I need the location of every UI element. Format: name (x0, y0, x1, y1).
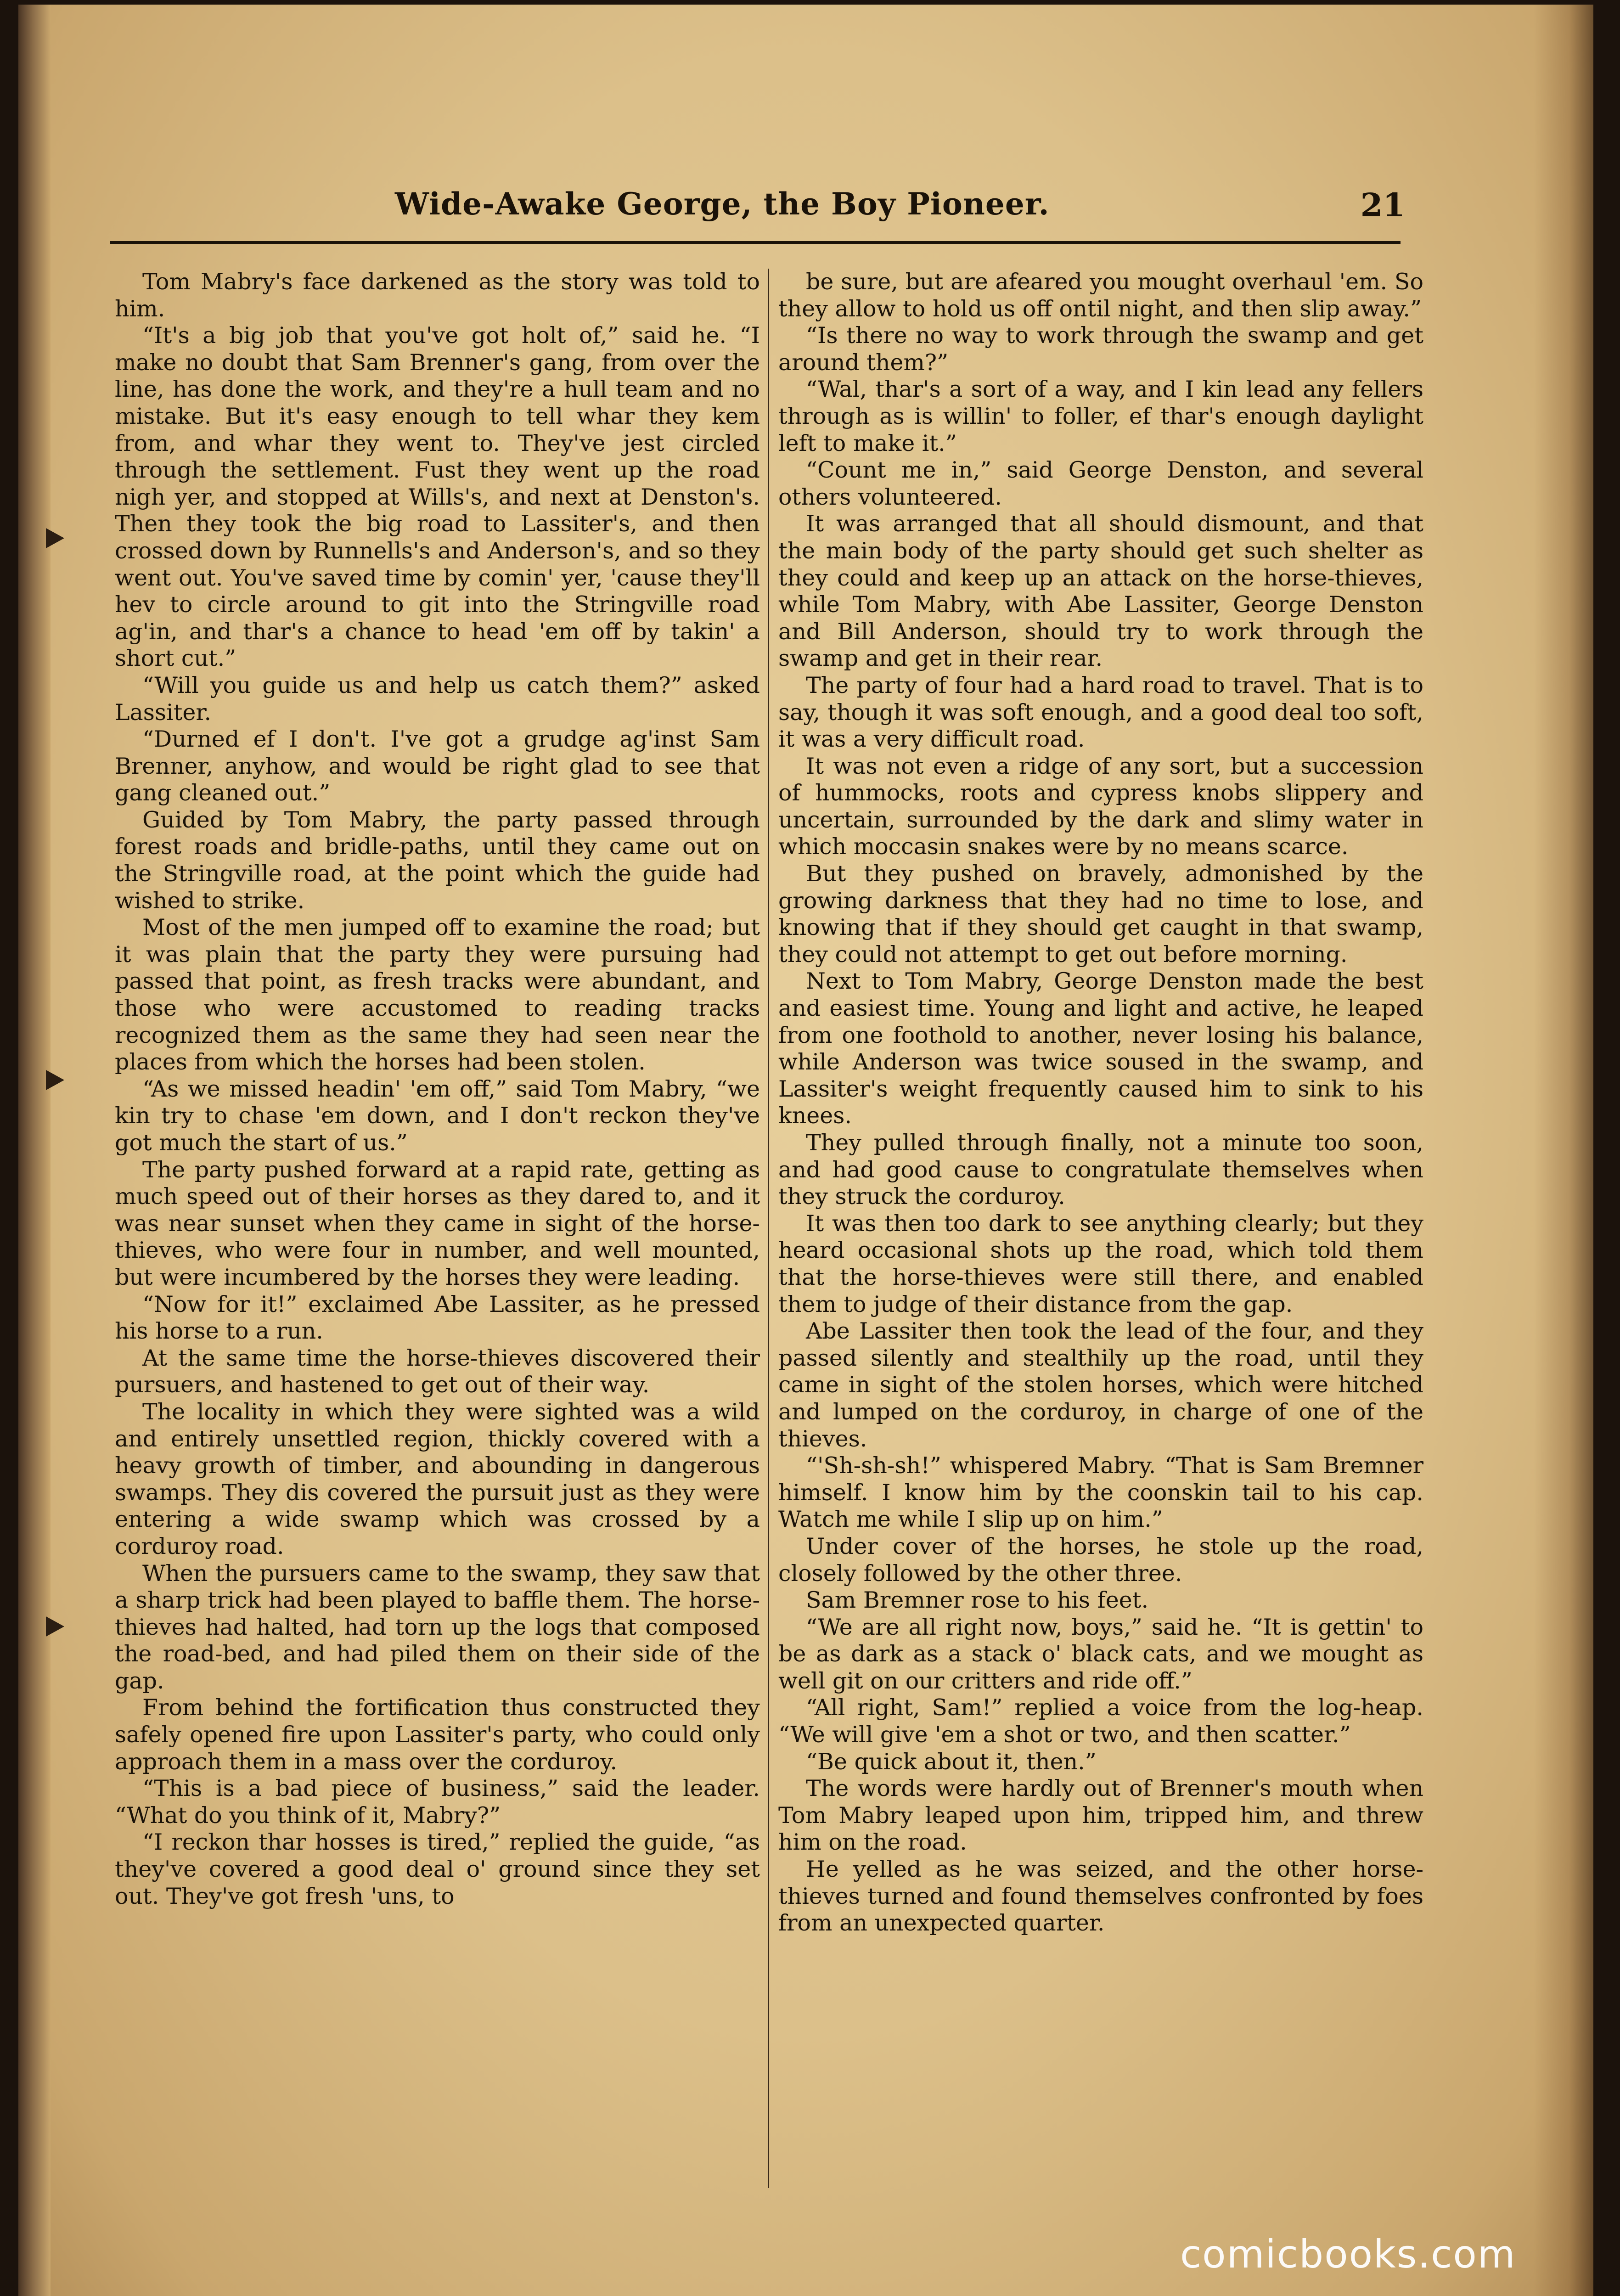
text-column-left (115, 269, 760, 2188)
paragraph: The locality in which they were sighted was a wild and entirely unsettled region, thickly covered with a heavy growth of timber, and abounding in dangerous swamps. They dis covered the pursuit just as they were entering a wide swamp which was crossed by a corduroy road. (115, 1398, 760, 1559)
paragraph: It was then too dark to see anything clearly; but they heard occasional shots up the road, which told them that the horse-thieves were still there, and enabled them to judge of their distance from the gap. (778, 1210, 1423, 1317)
paragraph: “This is a bad piece of business,” said the leader. “What do you think of it, Mabry?” (115, 1775, 760, 1829)
paragraph: “Wal, thar's a sort of a way, and I kin lead any fellers through as is willin' to foller, ef thar's enough daylight left to make it.” (778, 376, 1423, 456)
paragraph: Abe Lassiter then took the lead of the four, and they passed silently and stealthily up the road, until they came in sight of the stolen horses, which were hitched and lumped on the corduroy, in charge of one of the thieves. (778, 1318, 1423, 1452)
paragraph: It was not even a ridge of any sort, but a succession of hummocks, roots and cypress knobs slippery and uncertain, surrounded by the dark and slimy water in which moccasin snakes were by no means scarce. (778, 753, 1423, 860)
paragraph: “We are all right now, boys,” said he. “It is gettin' to be as dark as a stack o' black cats, and we mought as well git on our critters and ride off.” (778, 1614, 1423, 1694)
paragraph: Under cover of the horses, he stole up the road, closely followed by the other three. (778, 1533, 1423, 1587)
paragraph: “Is there no way to work through the swamp and get around them?” (778, 322, 1423, 376)
running-header (119, 186, 1405, 241)
paragraph: Next to Tom Mabry, George Denston made the best and easiest time. Young and light and active, he leaped from one foothold to another, never losing his balance, while Anderson was twice soused in the swamp, and Lassiter's weight frequently caused him to sink to his knees. (778, 968, 1423, 1129)
page-edge-shadow (1534, 5, 1593, 2296)
binding-tack-mark (46, 1070, 64, 1090)
paragraph: When the pursuers came to the swamp, they saw that a sharp trick had been played to baffle them. The horse-thieves had halted, had torn up the logs that composed the road-bed, and had piled them on their side of the gap. (115, 1560, 760, 1694)
page-number: 21 (1360, 186, 1405, 224)
paragraph: The party pushed forward at a rapid rate, getting as much speed out of their horses as they dared to, and it was near sunset when they came in sight of the horse-thieves, who were four in number, and well mounted, but were incumbered by the horses they were leading. (115, 1156, 760, 1290)
binding-tack-mark (46, 528, 64, 548)
paragraph: “All right, Sam!” replied a voice from the log-heap. “We will give 'em a shot or two, and then scatter.” (778, 1694, 1423, 1748)
page-spine-shadow (18, 5, 51, 2296)
column-divider (768, 269, 769, 2188)
paragraph: “It's a big job that you've got holt of,” said he. “I make no doubt that Sam Brenner's gang, from over the line, has done the work, and they're a hull team and no mistake. But it's easy enough to tell whar they kem from, and whar they went to. They've jest circled through the settlement. Fust they went up the road nigh yer, and stopped at Wills's, and next at Denston's. Then they took the big road to Lassiter's, and then crossed down by Runnells's and Anderson's, and so they went out. You've saved time by comin' yer, 'cause they'll hev to circle around to git into the Stringville road ag'in, and thar's a chance to head 'em off by takin' a short cut.” (115, 322, 760, 672)
paragraph: The words were hardly out of Brenner's mouth when Tom Mabry leaped upon him, tripped him, and threw him on the road. (778, 1775, 1423, 1856)
magazine-page (18, 5, 1593, 2296)
paragraph: “Count me in,” said George Denston, and several others volunteered. (778, 457, 1423, 510)
paragraph: be sure, but are afeared you mought overhaul 'em. So they allow to hold us off ontil night, and then slip away.” (778, 269, 1423, 322)
paragraph: Guided by Tom Mabry, the party passed through forest roads and bridle-paths, until they came out on the Stringville road, at the point which the guide had wished to strike. (115, 806, 760, 914)
paragraph: At the same time the horse-thieves discovered their pursuers, and hastened to get out of their way. (115, 1345, 760, 1398)
paragraph: But they pushed on bravely, admonished by the growing darkness that they had no time to lose, and knowing that if they should get caught in that swamp, they could not attempt to get out before morning. (778, 861, 1423, 968)
paragraph: “Will you guide us and help us catch them?” asked Lassiter. (115, 672, 760, 726)
running-header-title: Wide-Awake George, the Boy Pioneer. (395, 186, 1050, 222)
paragraph: Tom Mabry's face darkened as the story was told to him. (115, 269, 760, 322)
binding-tack-mark (46, 1616, 64, 1637)
paragraph: “Durned ef I don't. I've got a grudge ag'inst Sam Brenner, anyhow, and would be right glad to see that gang cleaned out.” (115, 726, 760, 806)
paragraph: It was arranged that all should dismount, and that the main body of the party should get such shelter as they could and keep up an attack on the horse-thieves, while Tom Mabry, with Abe Lassiter, George Denston and Bill Anderson, should try to work through the swamp and get in their rear. (778, 511, 1423, 672)
paragraph: “I reckon thar hosses is tired,” replied the guide, “as they've covered a good deal o' ground since they set out. They've got fresh 'uns, to (115, 1829, 760, 1909)
paragraph: “'Sh-sh-sh!” whispered Mabry. “That is Sam Bremner himself. I know him by the coonskin tail to his cap. Watch me while I slip up on him.” (778, 1452, 1423, 1533)
paragraph: “Be quick about it, then.” (806, 1748, 1097, 1775)
paragraph: From behind the fortification thus constructed they safely opened fire upon Lassiter's party, who could only approach them in a mass over the corduroy. (115, 1694, 760, 1775)
watermark-text: comicbooks.com (1180, 2232, 1516, 2277)
paragraph: He yelled as he was seized, and the other horse-thieves turned and found themselves confronted by foes from an unexpected quarter. (778, 1856, 1423, 1936)
paragraph: “Now for it!” exclaimed Abe Lassiter, as he pressed his horse to a run. (115, 1291, 760, 1345)
paragraph: “As we missed headin' 'em off,” said Tom Mabry, “we kin try to chase 'em down, and I don't reckon they've got much the start of us.” (115, 1075, 760, 1156)
text-column-right (778, 269, 1423, 2188)
paragraph: Most of the men jumped off to examine the road; but it was plain that the party they were pursuing had passed that point, as fresh tracks were abundant, and those who were accustomed to reading tracks recognized them as the same they had seen near the places from which the horses had been stolen. (115, 914, 760, 1075)
paragraph: Sam Bremner rose to his feet. (806, 1587, 1149, 1614)
paragraph: They pulled through finally, not a minute too soon, and had good cause to congratulate themselves when they struck the corduroy. (778, 1130, 1423, 1210)
header-rule (110, 241, 1401, 244)
paragraph: The party of four had a hard road to travel. That is to say, though it was soft enough, and a good deal too soft, it was a very difficult road. (778, 672, 1423, 753)
